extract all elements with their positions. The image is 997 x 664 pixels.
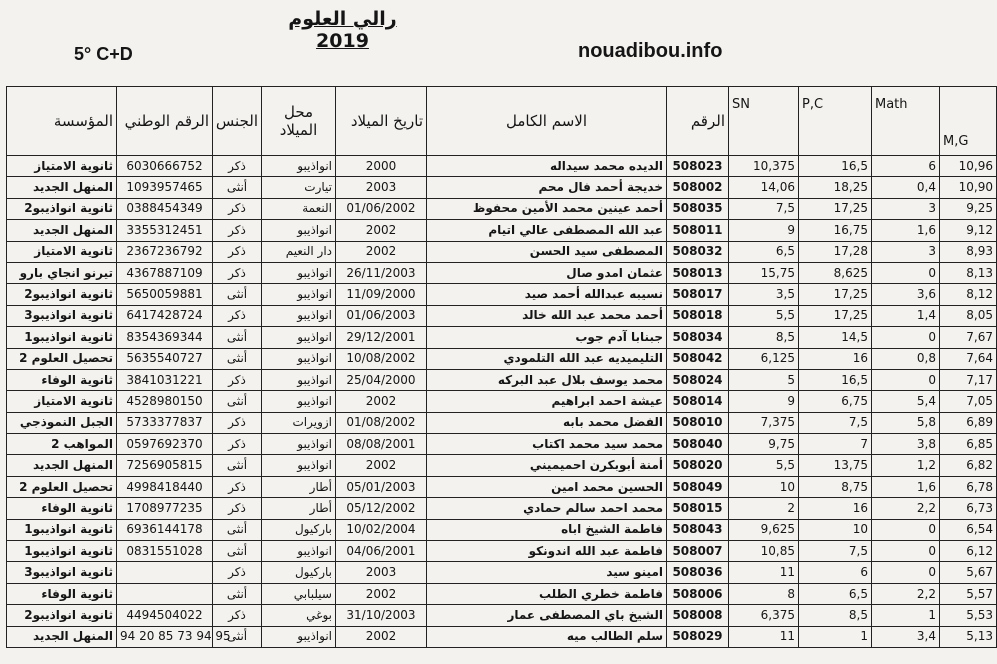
cell-national-id: 2367236792 (117, 241, 213, 262)
cell-birthdate: 26/11/2003 (336, 262, 427, 283)
cell-sn: 7,5 (729, 198, 799, 219)
table-row (7, 541, 997, 562)
cell-math: 1,6 (872, 476, 940, 497)
cell-pc: 7,5 (799, 541, 872, 562)
cell-name: الفضل محمد بابه (427, 412, 667, 433)
class-label: 5° C+D (74, 44, 133, 64)
cell-mg: 5,57 (940, 583, 997, 604)
table-row (7, 262, 997, 283)
cell-mg: 10,90 (940, 177, 997, 198)
cell-pc: 8,5 (799, 605, 872, 626)
table-row (7, 626, 997, 647)
cell-math: 5,8 (872, 412, 940, 433)
cell-institution: المنهل الجديد (7, 220, 117, 241)
cell-institution: ثانوية انواذيبو1 (7, 519, 117, 540)
cell-national-id: 4998418440 (117, 476, 213, 497)
cell-math: 0 (872, 541, 940, 562)
col-sn: SN (729, 87, 799, 156)
table-row (7, 562, 997, 583)
cell-pc: 8,625 (799, 262, 872, 283)
cell-birthdate: 2003 (336, 177, 427, 198)
cell-sn: 10,85 (729, 541, 799, 562)
cell-sn: 10,375 (729, 156, 799, 177)
cell-number: 508013 (667, 262, 729, 283)
table-row (7, 220, 997, 241)
cell-birthdate: 04/06/2001 (336, 541, 427, 562)
cell-math: 3,6 (872, 284, 940, 305)
cell-math: 0 (872, 262, 940, 283)
cell-birthplace: انواذيبو (262, 327, 336, 348)
cell-pc: 17,25 (799, 305, 872, 326)
cell-gender: أنثى (213, 391, 262, 412)
col-birthplace: محل الميلاد (262, 87, 336, 156)
cell-mg: 8,93 (940, 241, 997, 262)
col-number: الرقم (667, 87, 729, 156)
cell-institution: المواهب 2 (7, 434, 117, 455)
cell-number: 508010 (667, 412, 729, 433)
cell-sn: 6,375 (729, 605, 799, 626)
cell-sn: 9,75 (729, 434, 799, 455)
cell-mg: 6,82 (940, 455, 997, 476)
cell-birthdate: 11/09/2000 (336, 284, 427, 305)
cell-name: عيشة احمد ابراهيم (427, 391, 667, 412)
cell-number: 508032 (667, 241, 729, 262)
cell-mg: 5,67 (940, 562, 997, 583)
cell-pc: 7,5 (799, 412, 872, 433)
cell-name: امينو سيد (427, 562, 667, 583)
cell-pc: 17,25 (799, 198, 872, 219)
cell-math: 1 (872, 605, 940, 626)
cell-institution: ثانوية الامتياز (7, 391, 117, 412)
table-header-row (7, 87, 997, 156)
cell-institution: المنهل الجديد (7, 455, 117, 476)
cell-gender: ذكر (213, 476, 262, 497)
cell-birthplace: سيلبابي (262, 583, 336, 604)
cell-name: جبنابا آدم جوب (427, 327, 667, 348)
cell-institution: ثانوية الوفاء (7, 498, 117, 519)
cell-gender: أنثى (213, 626, 262, 647)
cell-math: 3 (872, 198, 940, 219)
cell-gender: أنثى (213, 177, 262, 198)
cell-birthplace: باركيول (262, 562, 336, 583)
cell-institution: تحصيل العلوم 2 (7, 348, 117, 369)
cell-mg: 9,25 (940, 198, 997, 219)
cell-mg: 6,89 (940, 412, 997, 433)
cell-sn: 8 (729, 583, 799, 604)
cell-pc: 6 (799, 562, 872, 583)
cell-gender: ذكر (213, 220, 262, 241)
cell-mg: 6,85 (940, 434, 997, 455)
cell-number: 508020 (667, 455, 729, 476)
cell-birthplace: انواذيبو (262, 305, 336, 326)
cell-birthplace: دار النعيم (262, 241, 336, 262)
cell-gender: ذكر (213, 198, 262, 219)
cell-sn: 15,75 (729, 262, 799, 283)
cell-birthplace: انواذيبو (262, 284, 336, 305)
cell-national-id: 5650059881 (117, 284, 213, 305)
cell-institution: المنهل الجديد (7, 626, 117, 647)
table-row (7, 284, 997, 305)
cell-sn: 11 (729, 626, 799, 647)
table-row (7, 177, 997, 198)
cell-institution: الجبل النموذجي (7, 412, 117, 433)
cell-math: 0,4 (872, 177, 940, 198)
cell-institution: ثانوية الامتياز (7, 156, 117, 177)
cell-mg: 7,64 (940, 348, 997, 369)
cell-birthplace: انواذيبو (262, 348, 336, 369)
cell-national-id (117, 562, 213, 583)
cell-pc: 1 (799, 626, 872, 647)
cell-sn: 5 (729, 369, 799, 390)
table-body (7, 156, 997, 648)
cell-number: 508049 (667, 476, 729, 497)
cell-birthdate: 2002 (336, 220, 427, 241)
table-row (7, 198, 997, 219)
col-mg: M,G (940, 87, 997, 156)
cell-birthplace: بوغي (262, 605, 336, 626)
col-gender: الجنس (213, 87, 262, 156)
cell-institution: تيرنو انجاي بارو (7, 262, 117, 283)
cell-birthdate: 05/12/2002 (336, 498, 427, 519)
cell-math: 2,2 (872, 498, 940, 519)
cell-national-id (117, 583, 213, 604)
cell-name: الحسين محمد امين (427, 476, 667, 497)
cell-number: 508029 (667, 626, 729, 647)
cell-sn: 10 (729, 476, 799, 497)
cell-number: 508007 (667, 541, 729, 562)
cell-national-id: 6936144178 (117, 519, 213, 540)
cell-national-id: 0597692370 (117, 434, 213, 455)
cell-name: سلم الطالب ميه (427, 626, 667, 647)
cell-gender: ذكر (213, 156, 262, 177)
cell-pc: 16,75 (799, 220, 872, 241)
cell-sn: 14,06 (729, 177, 799, 198)
table-row (7, 348, 997, 369)
cell-name: أمنة أبوبكرن احميميني (427, 455, 667, 476)
cell-gender: أنثى (213, 284, 262, 305)
cell-sn: 9 (729, 391, 799, 412)
cell-gender: أنثى (213, 541, 262, 562)
table-row (7, 156, 997, 177)
cell-national-id: 5733377837 (117, 412, 213, 433)
cell-gender: أنثى (213, 327, 262, 348)
cell-number: 508011 (667, 220, 729, 241)
cell-gender: ذكر (213, 434, 262, 455)
cell-sn: 6,5 (729, 241, 799, 262)
cell-birthdate: 01/06/2003 (336, 305, 427, 326)
table-row (7, 434, 997, 455)
cell-national-id: 3355312451 (117, 220, 213, 241)
cell-institution: تحصيل العلوم 2 (7, 476, 117, 497)
cell-sn: 2 (729, 498, 799, 519)
table-row (7, 498, 997, 519)
cell-birthdate: 10/02/2004 (336, 519, 427, 540)
cell-birthdate: 2002 (336, 391, 427, 412)
cell-institution: ثانوية انواذيبو3 (7, 305, 117, 326)
cell-mg: 5,13 (940, 626, 997, 647)
table-row (7, 412, 997, 433)
cell-name: نسيبه عبدالله أحمد صيد (427, 284, 667, 305)
cell-birthplace: انواذيبو (262, 369, 336, 390)
cell-institution: ثانوية انواذيبو1 (7, 541, 117, 562)
cell-gender: أنثى (213, 455, 262, 476)
cell-math: 2,2 (872, 583, 940, 604)
cell-mg: 7,67 (940, 327, 997, 348)
col-national-id: الرقم الوطني (117, 87, 213, 156)
cell-mg: 6,73 (940, 498, 997, 519)
cell-gender: ذكر (213, 369, 262, 390)
cell-institution: ثانوية الوفاء (7, 583, 117, 604)
cell-birthplace: انواذيبو (262, 434, 336, 455)
cell-birthdate: 29/12/2001 (336, 327, 427, 348)
cell-mg: 10,96 (940, 156, 997, 177)
table-row (7, 605, 997, 626)
cell-number: 508043 (667, 519, 729, 540)
cell-mg: 6,12 (940, 541, 997, 562)
cell-pc: 17,25 (799, 284, 872, 305)
col-pc: P,C (799, 87, 872, 156)
cell-pc: 16 (799, 498, 872, 519)
cell-institution: ثانوية الامتياز (7, 241, 117, 262)
cell-institution: المنهل الجديد (7, 177, 117, 198)
table-row (7, 391, 997, 412)
table-row (7, 455, 997, 476)
cell-birthplace: أطار (262, 498, 336, 519)
cell-math: 0 (872, 519, 940, 540)
cell-name: أحمد عينين محمد الأمين محفوظ (427, 198, 667, 219)
col-math: Math (872, 87, 940, 156)
cell-gender: ذكر (213, 262, 262, 283)
cell-sn: 9 (729, 220, 799, 241)
cell-mg: 8,13 (940, 262, 997, 283)
cell-number: 508008 (667, 605, 729, 626)
cell-institution: ثانوية الوفاء (7, 369, 117, 390)
cell-name: المصطفى سيد الحسن (427, 241, 667, 262)
cell-gender: أنثى (213, 583, 262, 604)
cell-mg: 6,78 (940, 476, 997, 497)
cell-pc: 14,5 (799, 327, 872, 348)
cell-birthplace: باركيول (262, 519, 336, 540)
cell-name: عبد الله المصطفى عالي اتيام (427, 220, 667, 241)
cell-gender: ذكر (213, 605, 262, 626)
cell-mg: 5,53 (940, 605, 997, 626)
cell-math: 0 (872, 369, 940, 390)
col-institution: المؤسسة (7, 87, 117, 156)
cell-name: أحمد محمد عبد الله خالد (427, 305, 667, 326)
table-row (7, 476, 997, 497)
cell-math: 1,2 (872, 455, 940, 476)
cell-math: 0 (872, 562, 940, 583)
cell-birthdate: 2002 (336, 626, 427, 647)
cell-birthplace: انواذيبو (262, 220, 336, 241)
cell-birthdate: 2000 (336, 156, 427, 177)
page-title: رالي العلوم 2019 (288, 8, 397, 52)
col-full-name: الاسم الكامل (427, 87, 667, 156)
cell-national-id: 4528980150 (117, 391, 213, 412)
table-row (7, 583, 997, 604)
cell-national-id: 6417428724 (117, 305, 213, 326)
cell-mg: 9,12 (940, 220, 997, 241)
cell-national-id: 1093957465 (117, 177, 213, 198)
cell-birthdate: 01/06/2002 (336, 198, 427, 219)
cell-gender: ذكر (213, 498, 262, 519)
cell-pc: 16,5 (799, 156, 872, 177)
cell-gender: ذكر (213, 562, 262, 583)
cell-gender: أنثى (213, 519, 262, 540)
cell-number: 508002 (667, 177, 729, 198)
cell-birthdate: 01/08/2002 (336, 412, 427, 433)
cell-gender: ذكر (213, 305, 262, 326)
cell-math: 3,4 (872, 626, 940, 647)
cell-birthdate: 2002 (336, 583, 427, 604)
cell-pc: 17,28 (799, 241, 872, 262)
cell-name: خديجة أحمد فال محم (427, 177, 667, 198)
cell-name: الشيخ باي المصطفى عمار (427, 605, 667, 626)
cell-number: 508017 (667, 284, 729, 305)
cell-institution: ثانوية انواذيبو2 (7, 198, 117, 219)
cell-pc: 16 (799, 348, 872, 369)
col-birthdate: تاريخ الميلاد (336, 87, 427, 156)
cell-national-id: 4494504022 (117, 605, 213, 626)
cell-number: 508018 (667, 305, 729, 326)
cell-pc: 16,5 (799, 369, 872, 390)
cell-number: 508014 (667, 391, 729, 412)
cell-name: فاطمة خطري الطلب (427, 583, 667, 604)
cell-national-id: 7256905815 (117, 455, 213, 476)
cell-math: 1,6 (872, 220, 940, 241)
cell-national-id: 0388454349 (117, 198, 213, 219)
cell-math: 5,4 (872, 391, 940, 412)
cell-national-id: 1708977235 (117, 498, 213, 519)
cell-name: عثمان امدو صال (427, 262, 667, 283)
cell-birthplace: تيارت (262, 177, 336, 198)
cell-pc: 6,75 (799, 391, 872, 412)
cell-name: محمد يوسف بلال عبد البركه (427, 369, 667, 390)
cell-pc: 18,25 (799, 177, 872, 198)
cell-gender: ذكر (213, 241, 262, 262)
cell-math: 0 (872, 327, 940, 348)
cell-birthdate: 05/01/2003 (336, 476, 427, 497)
cell-birthdate: 2002 (336, 241, 427, 262)
cell-name: فاطمة عبد الله اندونكو (427, 541, 667, 562)
cell-number: 508036 (667, 562, 729, 583)
cell-birthplace: أطار (262, 476, 336, 497)
cell-sn: 5,5 (729, 455, 799, 476)
cell-math: 6 (872, 156, 940, 177)
cell-name: الديده محمد سيداله (427, 156, 667, 177)
site-name: nouadibou.info (578, 40, 723, 62)
cell-birthdate: 25/04/2000 (336, 369, 427, 390)
cell-mg: 7,05 (940, 391, 997, 412)
cell-birthplace: انواذيبو (262, 455, 336, 476)
cell-number: 508035 (667, 198, 729, 219)
cell-sn: 6,125 (729, 348, 799, 369)
table-row (7, 241, 997, 262)
cell-pc: 7 (799, 434, 872, 455)
cell-birthplace: انواذيبو (262, 156, 336, 177)
cell-institution: ثانوية انواذيبو2 (7, 284, 117, 305)
cell-number: 508024 (667, 369, 729, 390)
cell-pc: 8,75 (799, 476, 872, 497)
cell-mg: 7,17 (940, 369, 997, 390)
cell-institution: ثانوية انواذيبو1 (7, 327, 117, 348)
cell-national-id: 94 20 85 73 94 95 (117, 626, 213, 647)
cell-birthdate: 10/08/2002 (336, 348, 427, 369)
cell-number: 508006 (667, 583, 729, 604)
table-row (7, 327, 997, 348)
cell-sn: 5,5 (729, 305, 799, 326)
cell-pc: 6,5 (799, 583, 872, 604)
cell-birthdate: 2003 (336, 562, 427, 583)
cell-number: 508040 (667, 434, 729, 455)
cell-birthplace: انواذيبو (262, 626, 336, 647)
results-table (6, 86, 997, 648)
cell-national-id: 5635540727 (117, 348, 213, 369)
table-row (7, 305, 997, 326)
cell-number: 508034 (667, 327, 729, 348)
cell-sn: 11 (729, 562, 799, 583)
cell-birthplace: انواذيبو (262, 262, 336, 283)
cell-birthplace: انواذيبو (262, 391, 336, 412)
cell-number: 508042 (667, 348, 729, 369)
cell-gender: أنثى (213, 348, 262, 369)
cell-birthplace: النعمة (262, 198, 336, 219)
cell-birthplace: ازويرات (262, 412, 336, 433)
cell-pc: 10 (799, 519, 872, 540)
cell-national-id: 4367887109 (117, 262, 213, 283)
cell-birthdate: 31/10/2003 (336, 605, 427, 626)
cell-name: محمد سيد محمد اكتاب (427, 434, 667, 455)
cell-mg: 6,54 (940, 519, 997, 540)
cell-mg: 8,05 (940, 305, 997, 326)
cell-math: 1,4 (872, 305, 940, 326)
cell-sn: 9,625 (729, 519, 799, 540)
cell-mg: 8,12 (940, 284, 997, 305)
cell-math: 0,8 (872, 348, 940, 369)
cell-gender: ذكر (213, 412, 262, 433)
cell-national-id: 0831551028 (117, 541, 213, 562)
cell-institution: ثانوية انواذيبو2 (7, 605, 117, 626)
cell-number: 508015 (667, 498, 729, 519)
cell-sn: 7,375 (729, 412, 799, 433)
cell-birthdate: 08/08/2001 (336, 434, 427, 455)
cell-number: 508023 (667, 156, 729, 177)
cell-institution: ثانوية انواذيبو3 (7, 562, 117, 583)
cell-sn: 8,5 (729, 327, 799, 348)
cell-math: 3 (872, 241, 940, 262)
cell-birthdate: 2002 (336, 455, 427, 476)
table-row (7, 369, 997, 390)
cell-name: فاطمة الشيخ اباه (427, 519, 667, 540)
cell-birthplace: انواذيبو (262, 541, 336, 562)
cell-national-id: 6030666752 (117, 156, 213, 177)
cell-name: التليميديه عبد الله التلمودي (427, 348, 667, 369)
cell-national-id: 8354369344 (117, 327, 213, 348)
cell-national-id: 3841031221 (117, 369, 213, 390)
cell-name: محمد احمد سالم حمادي (427, 498, 667, 519)
cell-pc: 13,75 (799, 455, 872, 476)
cell-sn: 3,5 (729, 284, 799, 305)
table-row (7, 519, 997, 540)
cell-math: 3,8 (872, 434, 940, 455)
